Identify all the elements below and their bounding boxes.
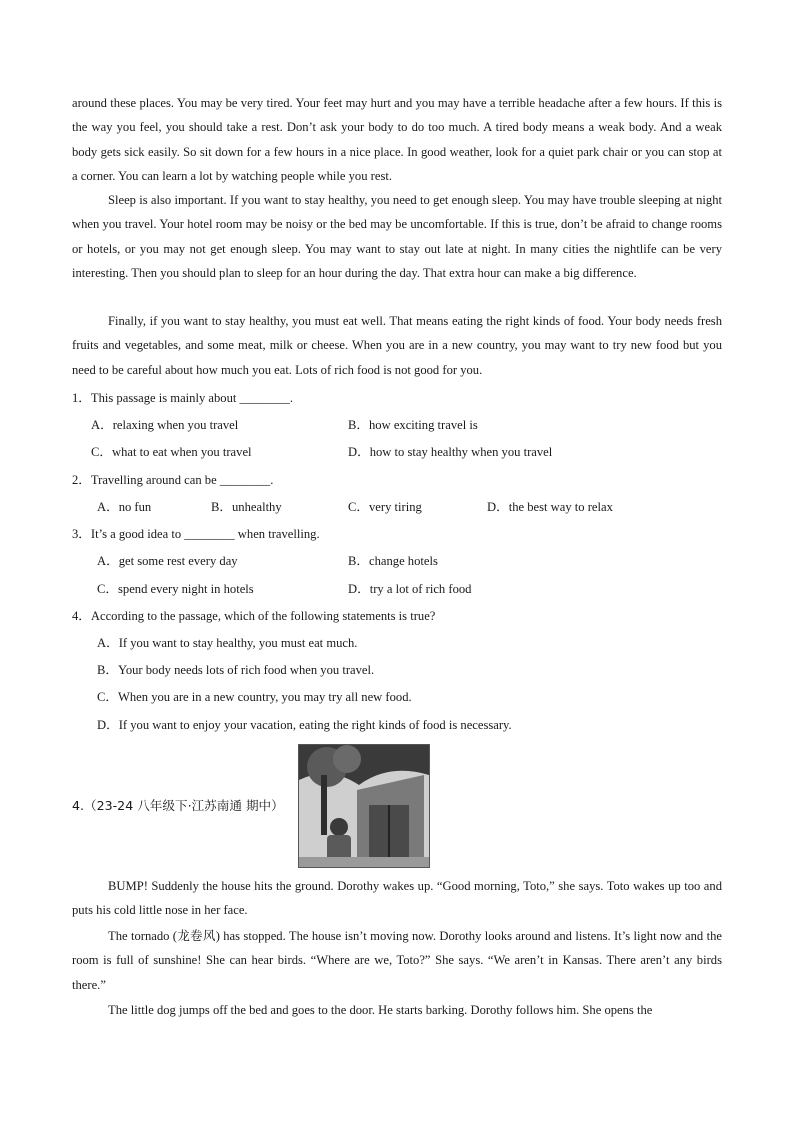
- question-3-option-a[interactable]: A．get some rest every day: [97, 554, 238, 568]
- question-4-option-d[interactable]: D．If you want to enjoy your vacation, eating the right kinds of food is necessary.: [97, 718, 512, 732]
- passage-paragraph-3: Finally, if you want to stay healthy, you must eat well. That means eating the right kinds of food. Your body needs fresh fruits and vegetables, and some meat, milk or cheese. When you are in a new country, you may want to try new food but you need to be careful about how much you eat. Lots of rich food is not good for you.: [72, 314, 722, 377]
- question-2-option-a[interactable]: A．no fun: [97, 500, 152, 514]
- question-4-stem: 4．According to the passage, which of the following statements is true?: [72, 609, 436, 623]
- question-2-option-c[interactable]: C．very tiring: [348, 500, 422, 514]
- question-1-option-a[interactable]: A．relaxing when you travel: [91, 418, 239, 432]
- question-4-option-c[interactable]: C．When you are in a new country, you may try all new food.: [97, 690, 412, 704]
- story-paragraph-2: The tornado (龙卷风) has stopped. The house isn’t moving now. Dorothy looks around and listens. It’s light now and the room is full of sunshine! She can hear birds. “Where are we, Toto?” She says. “We aren’t in Kansas. There aren’t any birds there.”: [72, 929, 722, 992]
- question-2-option-d[interactable]: D．the best way to relax: [487, 500, 613, 514]
- question-1-option-d[interactable]: D．how to stay healthy when you travel: [348, 445, 553, 459]
- question-2-option-b[interactable]: B．unhealthy: [211, 500, 282, 514]
- story-illustration: [298, 744, 430, 868]
- question-3-option-d[interactable]: D．try a lot of rich food: [348, 582, 472, 596]
- story-paragraph-3: The little dog jumps off the bed and goes to the door. He starts barking. Dorothy follows him. She opens the: [108, 1003, 653, 1017]
- question-1-option-b[interactable]: B．how exciting travel is: [348, 418, 478, 432]
- passage-paragraph-1: around these places. You may be very tired. Your feet may hurt and you may have a terrible headache after a few hours. If this is the way you feel, you should take a rest. Don’t ask your body to do too much. A tired body means a weak body. And a weak body gets sick easily. So sit down for a few hours in a nice place. In good weather, look for a quiet park chair or you can stop at a corner. You can learn a lot by watching people while you rest.: [72, 96, 722, 184]
- question-2-stem: 2．Travelling around can be ________.: [72, 473, 274, 487]
- question-1-option-c[interactable]: C．what to eat when you travel: [91, 445, 252, 459]
- passage-paragraph-2: Sleep is also important. If you want to stay healthy, you need to get enough sleep. You may have trouble sleeping at night when you travel. Your hotel room may be noisy or the bed may be uncomfortable. If this is true, don’t be afraid to change rooms or hotels, or you may not get enough sleep. You may want to stay out late at night. In many cities the nightlife can be very interesting. Then you should plan to sleep for an hour during the day. That extra hour can make a big difference.: [72, 193, 722, 281]
- question-1-stem: 1．This passage is mainly about ________.: [72, 391, 294, 405]
- source-label: 4.（23-24 八年级下·江苏南通 期中）: [72, 798, 284, 813]
- question-4-option-a[interactable]: A．If you want to stay healthy, you must eat much.: [97, 636, 358, 650]
- question-3-option-b[interactable]: B．change hotels: [348, 554, 438, 568]
- story-paragraph-1: BUMP! Suddenly the house hits the ground. Dorothy wakes up. “Good morning, Toto,” she says. Toto wakes up too and puts his cold little nose in her face.: [72, 879, 722, 918]
- question-3-option-c[interactable]: C．spend every night in hotels: [97, 582, 254, 596]
- question-3-stem: 3．It’s a good idea to ________ when travelling.: [72, 527, 320, 541]
- question-4-option-b[interactable]: B．Your body needs lots of rich food when you travel.: [97, 663, 375, 677]
